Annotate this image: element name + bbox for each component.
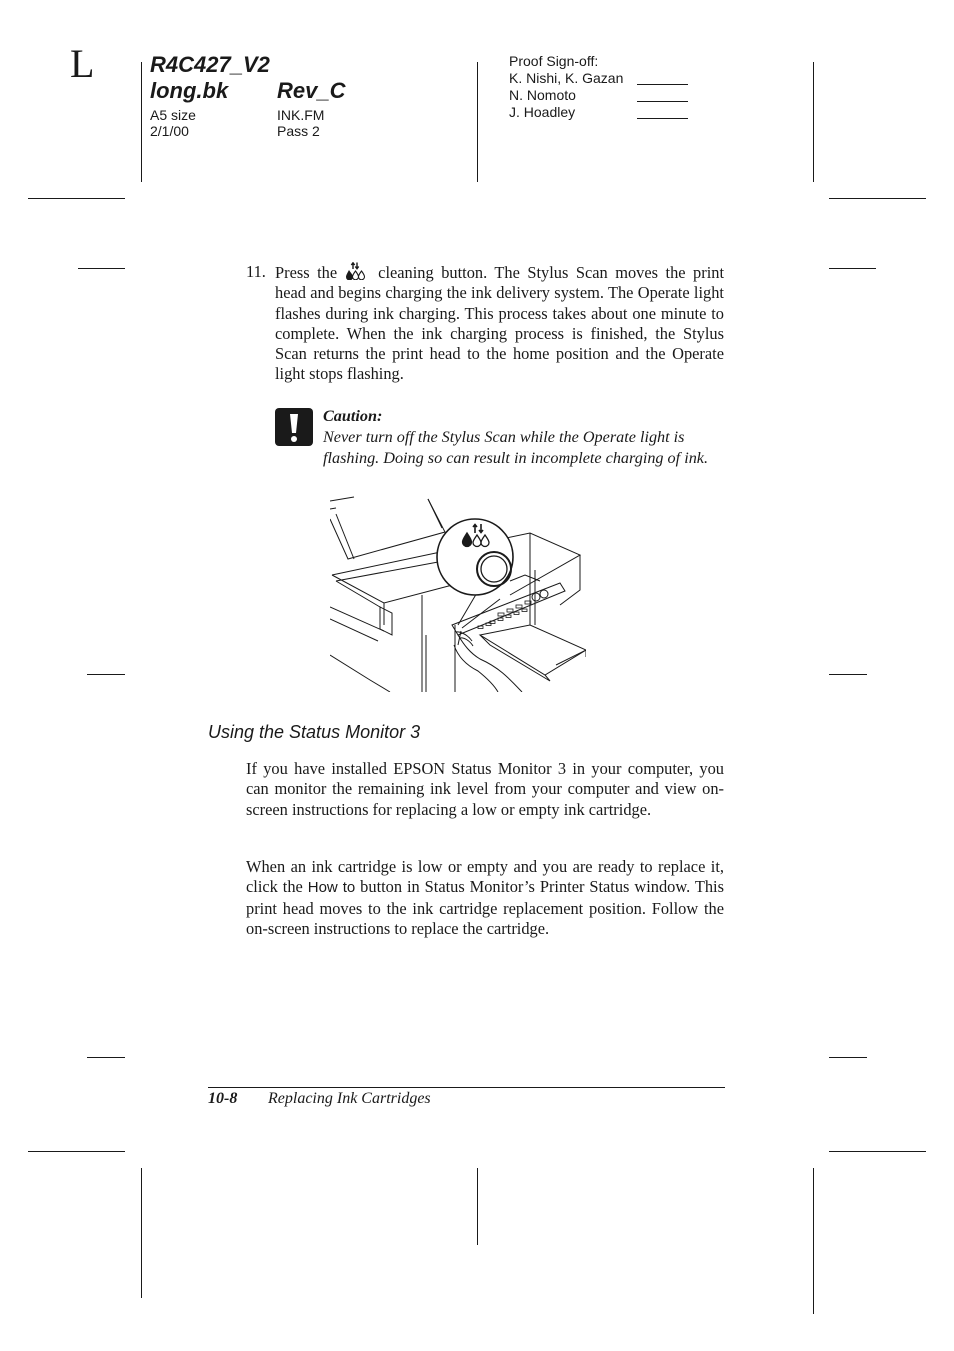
signature-line	[637, 101, 688, 102]
proof-name-1: K. Nishi, K. Gazan	[509, 70, 624, 86]
proof-name-3: J. Hoadley	[509, 104, 576, 120]
revision: Rev_C	[277, 78, 346, 103]
doc-date: 2/1/00	[150, 123, 189, 139]
para2-start: When an ink cartridge is low or empty and you are ready to replace it, click the	[246, 857, 724, 897]
proof-title: Proof Sign-off:	[509, 53, 599, 69]
step-text-start: Press the	[275, 263, 338, 282]
caution-note	[323, 406, 727, 469]
step-number: 11.	[246, 262, 266, 281]
signature-line	[637, 84, 688, 85]
step-text-rest: cleaning button. The Stylus Scan moves the print head and begins charging the ink delivery system. The Operate light flashes during ink charging. This process takes about one minute to complete. When the ink charging process is finished, the Stylus Scan returns the print head to the home position and the Operate light stops flashing.	[275, 263, 724, 384]
step-11	[246, 262, 724, 385]
section-heading: Using the Status Monitor 3	[208, 722, 421, 742]
file-name: INK.FM	[277, 107, 325, 123]
status-monitor-paragraph-2	[246, 857, 724, 939]
pass-number: Pass 2	[277, 123, 320, 139]
chapter-title: Replacing Ink Cartridges	[268, 1090, 431, 1107]
book-name: long.bk	[150, 78, 229, 103]
caution-text: Never turn off the Stylus Scan while the Operate light is flashing. Doing so can result in incomplete charging of ink.	[323, 428, 709, 467]
step-text	[275, 262, 724, 385]
page-size: A5 size	[150, 107, 196, 123]
exclamation-icon	[275, 408, 313, 446]
printer-cleaning-button-illustration	[330, 495, 586, 692]
caution-heading: Caution:	[323, 407, 383, 425]
page-number: 10-8	[208, 1090, 238, 1107]
para2-rest: button in Status Monitor’s Printer Status window. This print head moves to the ink cartridge replacement position. Follow the on-screen instructions to replace the cartridge.	[246, 877, 724, 938]
status-monitor-paragraph-1: If you have installed EPSON Status Monitor 3 in your computer, you can monitor the remaining ink level from your computer and view on-screen instructions for replacing a low or empty ink cartridge.	[246, 759, 724, 819]
footer-rule	[208, 1087, 725, 1088]
ink-cleaning-icon	[345, 262, 371, 280]
corner-letter: L	[70, 41, 95, 86]
doc-code: R4C427_V2	[150, 52, 270, 77]
signature-line	[637, 118, 688, 119]
how-to-button-label: How to	[307, 879, 356, 897]
proof-name-2: N. Nomoto	[509, 87, 576, 103]
